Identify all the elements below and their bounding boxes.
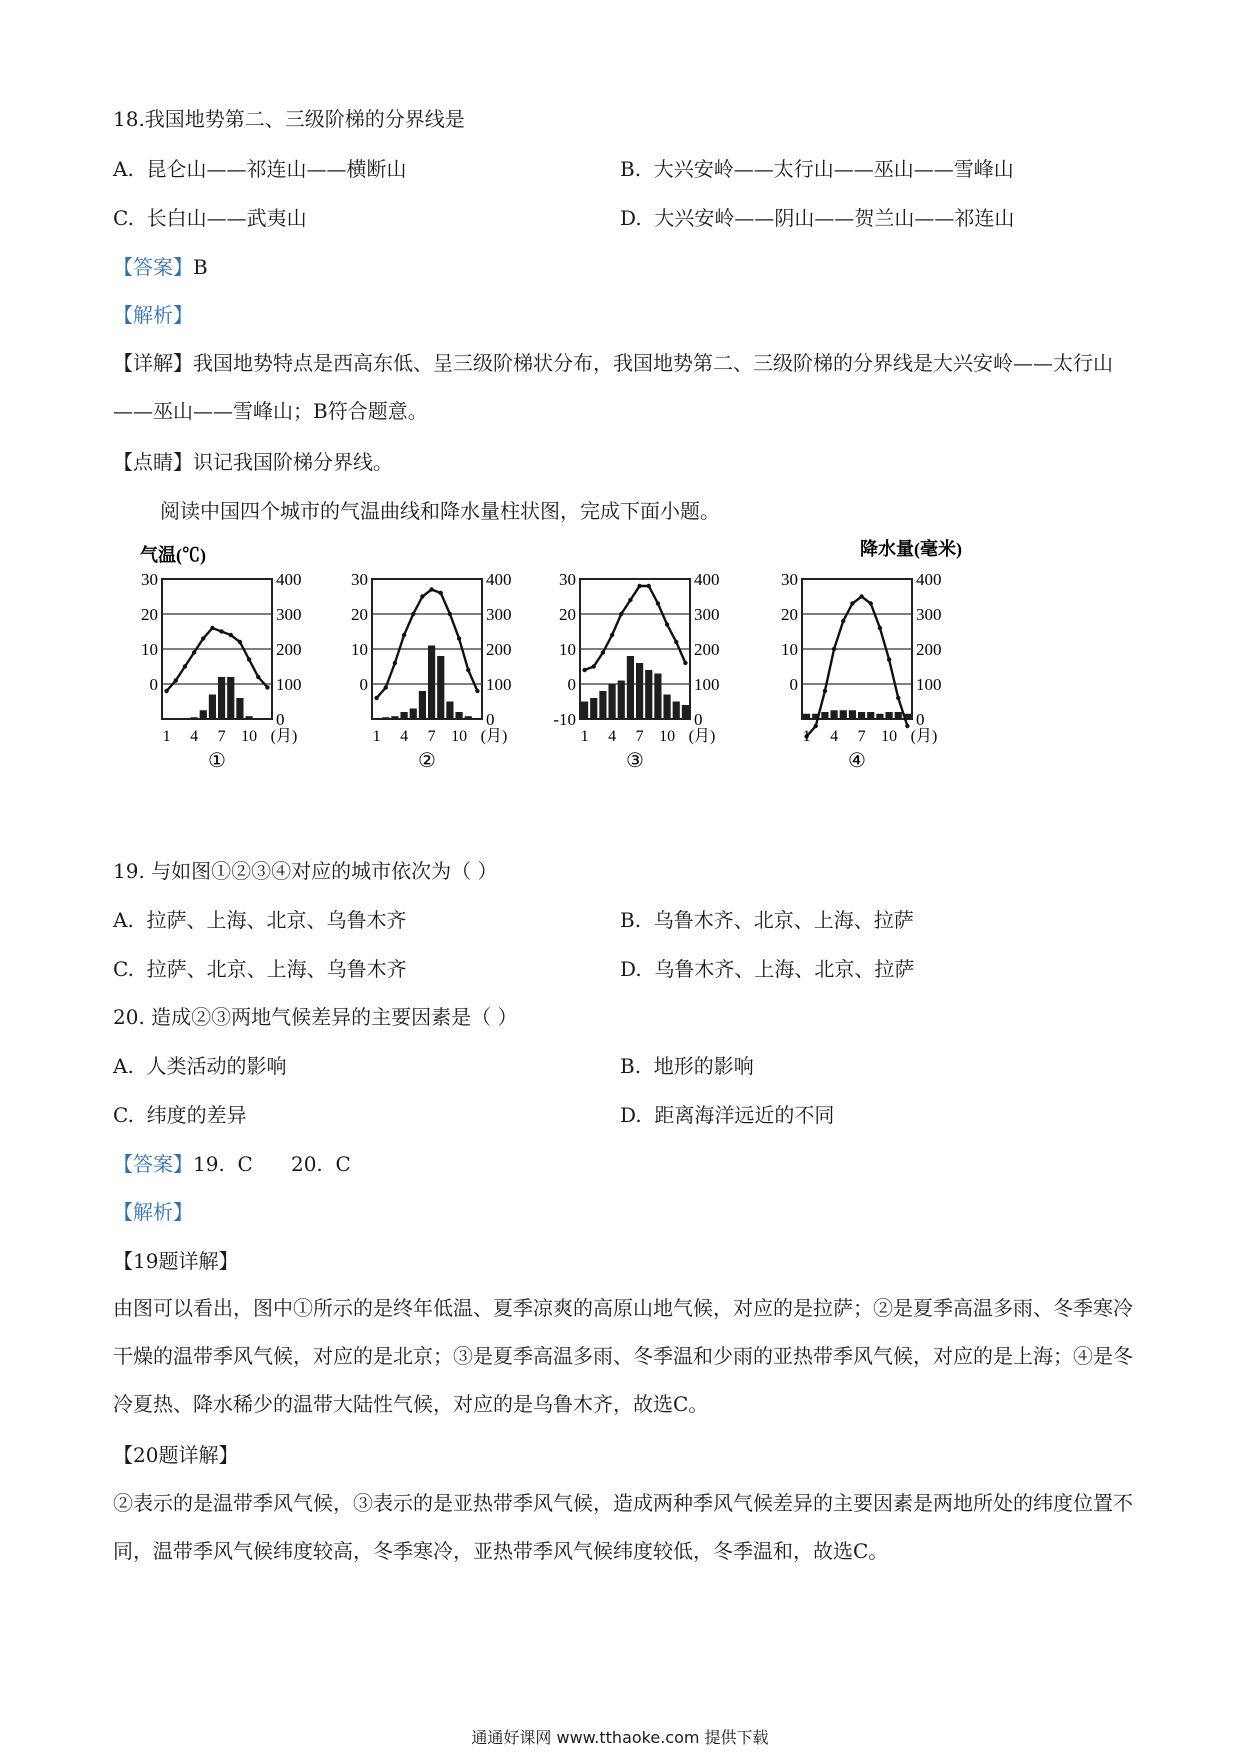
option-letter: A. xyxy=(113,1054,134,1078)
chart-1-temp-point xyxy=(265,685,269,689)
option-letter: D. xyxy=(620,1103,642,1127)
chart-2-temp-point xyxy=(429,587,433,591)
chart-4-precip-tick: 100 xyxy=(916,675,942,694)
chart-4-precip-tick: 300 xyxy=(916,605,942,624)
chart-3-precip-tick: 400 xyxy=(694,570,720,589)
chart-4-temp-point xyxy=(850,601,854,605)
chart-1-temp-tick: 20 xyxy=(141,605,158,624)
chart-2-temp-point xyxy=(439,591,443,595)
q20-detail-text: ②表示的是温带季风气候，③表示的是亚热带季风气候，造成两种季风气候差异的主要因素是两地所处的纬度位置不同，温带季风气候纬度较高，冬季寒冷，亚热带季风气候纬度较低，冬季温和，故选C。 xyxy=(113,1491,1133,1563)
chart-1-temp-point xyxy=(256,675,260,679)
q18-option-b xyxy=(620,156,1014,182)
chart-4-month-tick: 10 xyxy=(881,728,898,745)
chart-1-temp-tick: 0 xyxy=(149,675,158,694)
q19-option-a xyxy=(113,907,407,933)
chart-3-temp-point xyxy=(592,664,596,668)
chart-4-temp-point xyxy=(823,689,827,693)
option-text: 昆仑山——祁连山——横断山 xyxy=(146,157,407,181)
q19-20-answer xyxy=(113,1151,351,1177)
option-letter: C. xyxy=(113,1103,134,1127)
chart-4-temp-point xyxy=(832,647,836,651)
detail-tag: 【详解】 xyxy=(113,351,193,375)
chart-1-temp-point xyxy=(247,657,251,661)
chart-4-temp-point xyxy=(859,594,863,598)
chart-2-temp-point xyxy=(402,633,406,637)
chart-3-temp-tick: 10 xyxy=(559,640,576,659)
chart-2-precip-bar xyxy=(446,702,453,720)
option-letter: A. xyxy=(113,908,134,932)
chart-1-temp-point xyxy=(164,689,168,693)
chart-3-precip-bar xyxy=(636,663,643,719)
chart-2-precip-tick: 100 xyxy=(486,675,512,694)
chart-2-temp-line xyxy=(377,590,478,699)
q18-option-a xyxy=(113,156,407,182)
chart-2-precip-bar xyxy=(437,656,444,719)
chart-1-precip-tick: 400 xyxy=(276,570,302,589)
chart-2-precip-bar xyxy=(474,718,481,719)
chart-2-precip-bar xyxy=(400,712,407,719)
chart-1-precip-tick: 0 xyxy=(276,710,285,729)
chart-3-month-tick: 10 xyxy=(659,728,676,745)
chart-2-month-unit: (月) xyxy=(480,728,508,745)
chart-1-temp-tick: 30 xyxy=(141,570,158,589)
chart-4-temp-tick: 30 xyxy=(781,570,798,589)
chart-3-temp-tick: 30 xyxy=(559,570,576,589)
option-letter: D. xyxy=(620,206,642,230)
chart-1-temp-point xyxy=(219,629,223,633)
chart-2-precip-bar xyxy=(373,718,380,719)
q20-stem: 20. 造成②③两地气候差异的主要因素是（ ） xyxy=(113,1005,518,1029)
chart-1-temp-point xyxy=(174,678,178,682)
option-text: 拉萨、北京、上海、乌鲁木齐 xyxy=(146,957,407,981)
option-text: 长白山——武夷山 xyxy=(146,206,307,230)
chart-2-panel-label: ② xyxy=(418,750,436,772)
chart-4-precip-tick: 200 xyxy=(916,640,942,659)
chart-2-precip-bar xyxy=(410,709,417,720)
chart-1-precip-bar xyxy=(245,716,252,719)
option-text: 乌鲁木齐、北京、上海、拉萨 xyxy=(653,908,914,932)
chart-3-precip-bar xyxy=(645,670,652,719)
option-text: 大兴安岭——太行山——巫山——雪峰山 xyxy=(653,157,1014,181)
chart-3-temp-point xyxy=(628,598,632,602)
chart-3-precip-bar xyxy=(618,681,625,720)
chart-4-month-tick: 1 xyxy=(802,728,811,745)
chart-4-month-tick: 7 xyxy=(857,728,866,745)
chart-4-temp-tick: 20 xyxy=(781,605,798,624)
option-letter: C. xyxy=(113,957,134,981)
q20-option-a xyxy=(113,1053,287,1079)
chart-3-temp-point xyxy=(683,661,687,665)
chart-2-precip-bar xyxy=(382,717,389,719)
chart-1-temp-tick: 10 xyxy=(141,640,158,659)
chart-3-temp-tick: -10 xyxy=(553,710,576,729)
hint-tag: 【点睛】 xyxy=(113,450,193,474)
chart-3-precip-bar xyxy=(590,698,597,719)
chart-2-precip-tick: 200 xyxy=(486,640,512,659)
chart-3-precip-tick: 200 xyxy=(694,640,720,659)
answer-value: B xyxy=(193,255,208,279)
chart-4-precip-bar xyxy=(821,712,828,719)
chart-2-precip-tick: 0 xyxy=(486,710,495,729)
q18-stem: 18.我国地势第二、三级阶梯的分界线是 xyxy=(113,107,465,131)
answer-tag: 【答案】 xyxy=(113,1152,193,1176)
answer-value: 19. C 20. C xyxy=(193,1152,351,1176)
q20-option-d xyxy=(620,1102,834,1128)
chart-1-temp-line xyxy=(167,628,268,691)
chart-2-temp-tick: 20 xyxy=(351,605,368,624)
chart-4-month-tick: 4 xyxy=(830,728,839,745)
chart-4-precip-bar xyxy=(867,712,874,719)
chart-4-precip-bar xyxy=(849,710,856,719)
chart-1-month-tick: 10 xyxy=(241,728,258,745)
q19-detail-tag: 【19题详解】 xyxy=(113,1249,239,1273)
chart-3-precip-tick: 0 xyxy=(694,710,703,729)
option-text: 大兴安岭——阴山——贺兰山——祁连山 xyxy=(654,206,1015,230)
chart-3-temp-point xyxy=(601,650,605,654)
chart-4-temp-point xyxy=(887,657,891,661)
chart-3-temp-tick: 0 xyxy=(567,675,576,694)
chart-1-precip-tick: 200 xyxy=(276,640,302,659)
chart-3-temp-point xyxy=(610,633,614,637)
chart-4-month-unit: (月) xyxy=(910,728,938,745)
chart-1-temp-point xyxy=(183,664,187,668)
chart-3-precip-bar xyxy=(599,691,606,719)
chart-1-precip-bar xyxy=(227,677,234,719)
chart-1-temp-point xyxy=(238,640,242,644)
chart-3-panel-label: ③ xyxy=(626,750,644,772)
q18-hint xyxy=(113,449,393,475)
q18-detail xyxy=(113,339,1133,435)
q19-option-b xyxy=(620,907,914,933)
chart-intro: 阅读中国四个城市的气温曲线和降水量柱状图，完成下面小题。 xyxy=(160,499,720,523)
chart-3-temp-point xyxy=(674,640,678,644)
chart-1-panel-label: ① xyxy=(208,750,226,772)
q18-analysis-tag xyxy=(113,302,193,328)
chart-4-temp-point xyxy=(841,619,845,623)
chart-4-panel-label: ④ xyxy=(848,750,866,772)
chart-1-temp-point xyxy=(229,633,233,637)
chart-2-temp-point xyxy=(384,685,388,689)
chart-2-temp-point xyxy=(448,612,452,616)
q19-option-d xyxy=(620,956,914,982)
chart-2-month-tick: 10 xyxy=(451,728,468,745)
q18-answer xyxy=(113,254,208,280)
chart-1-precip-bar xyxy=(200,710,207,719)
chart-2-temp-point xyxy=(475,689,479,693)
chart-3-precip-bar xyxy=(682,705,689,719)
chart-1-precip-tick: 300 xyxy=(276,605,302,624)
chart-3-month-unit: (月) xyxy=(688,728,716,745)
chart-2-temp-point xyxy=(420,594,424,598)
chart-2-temp-point xyxy=(466,668,470,672)
option-letter: A. xyxy=(113,157,134,181)
chart-4-temp-point xyxy=(814,724,818,728)
chart-4-precip-tick: 0 xyxy=(916,710,925,729)
chart-1-temp-point xyxy=(192,650,196,654)
chart-4-precip-bar xyxy=(858,712,865,719)
q19-stem: 19. 与如图①②③④对应的城市依次为（ ） xyxy=(113,859,498,883)
option-letter: B. xyxy=(620,1054,642,1078)
detail-text: 我国地势特点是西高东低、呈三级阶梯状分布，我国地势第二、三级阶梯的分界线是大兴安岭——太行山——巫山——雪峰山；B符合题意。 xyxy=(113,351,1113,423)
chart-1-precip-bar xyxy=(209,695,216,720)
chart-3-temp-line xyxy=(585,586,686,670)
chart-3-temp-point xyxy=(582,668,586,672)
option-letter: B. xyxy=(620,157,642,181)
chart-1-precip-bar xyxy=(218,677,225,719)
option-letter: B. xyxy=(620,908,642,932)
chart-3-precip-tick: 300 xyxy=(694,605,720,624)
q19-20-analysis-tag xyxy=(113,1199,193,1225)
chart-4-temp-point xyxy=(869,601,873,605)
hint-text: 识记我国阶梯分界线。 xyxy=(193,450,393,474)
chart-3-temp-tick: 20 xyxy=(559,605,576,624)
temp-axis-label: 气温(℃) xyxy=(140,545,206,565)
chart-3-precip-bar xyxy=(673,702,680,720)
chart-3-precip-bar xyxy=(608,684,615,719)
chart-1-temp-point xyxy=(201,636,205,640)
option-text: 距离海洋远近的不同 xyxy=(654,1103,835,1127)
chart-4-precip-bar xyxy=(885,712,892,719)
chart-4-precip-bar xyxy=(876,714,883,719)
chart-3-precip-bar xyxy=(663,695,670,720)
chart-3-temp-point xyxy=(637,584,641,588)
chart-2-temp-tick: 30 xyxy=(351,570,368,589)
chart-4-temp-point xyxy=(878,626,882,630)
option-text: 地形的影响 xyxy=(653,1054,754,1078)
chart-2-month-tick: 7 xyxy=(427,728,436,745)
chart-1-precip-bar xyxy=(190,717,197,719)
chart-2-temp-point xyxy=(393,661,397,665)
q19-option-c xyxy=(113,956,407,982)
chart-3-month-tick: 7 xyxy=(635,728,644,745)
chart-3-temp-point xyxy=(647,584,651,588)
chart-2-month-tick: 1 xyxy=(372,728,381,745)
chart-2-precip-tick: 400 xyxy=(486,570,512,589)
page-footer: 通通好课网 www.tthaoke.com 提供下载 xyxy=(471,1728,769,1747)
q18-option-d xyxy=(620,205,1014,231)
option-text: 拉萨、上海、北京、乌鲁木齐 xyxy=(146,908,407,932)
chart-2-temp-point xyxy=(411,612,415,616)
chart-2-precip-bar xyxy=(391,716,398,719)
chart-4-temp-tick: 10 xyxy=(781,640,798,659)
chart-3-month-tick: 1 xyxy=(580,728,589,745)
answer-tag: 【答案】 xyxy=(113,255,193,279)
climate-charts xyxy=(120,535,1000,780)
q20-option-b xyxy=(620,1053,754,1079)
chart-3-temp-point xyxy=(665,622,669,626)
chart-1-precip-bar xyxy=(181,718,188,719)
chart-2-precip-tick: 300 xyxy=(486,605,512,624)
analysis-tag: 【解析】 xyxy=(113,303,193,327)
chart-2-precip-bar xyxy=(455,712,462,719)
chart-4-precip-bar xyxy=(895,712,902,719)
chart-1-precip-tick: 100 xyxy=(276,675,302,694)
chart-2-precip-bar xyxy=(428,646,435,720)
chart-2-temp-tick: 0 xyxy=(359,675,368,694)
q20-detail-tag: 【20题详解】 xyxy=(113,1443,239,1467)
analysis-tag: 【解析】 xyxy=(113,1200,193,1224)
chart-3-precip-tick: 100 xyxy=(694,675,720,694)
chart-2-temp-point xyxy=(374,696,378,700)
chart-3-precip-bar xyxy=(627,656,634,719)
chart-1-month-unit: (月) xyxy=(270,728,298,745)
option-letter: D. xyxy=(620,957,642,981)
chart-2-precip-bar xyxy=(419,691,426,719)
chart-2-temp-tick: 10 xyxy=(351,640,368,659)
chart-4-precip-bar xyxy=(830,710,837,719)
chart-3-temp-point xyxy=(619,612,623,616)
chart-3-precip-bar xyxy=(581,702,588,720)
chart-1-month-tick: 7 xyxy=(217,728,226,745)
q20-option-c xyxy=(113,1102,247,1128)
chart-1-month-tick: 1 xyxy=(162,728,171,745)
chart-2-month-tick: 4 xyxy=(400,728,409,745)
chart-4-temp-point xyxy=(896,696,900,700)
chart-1-month-tick: 4 xyxy=(190,728,199,745)
chart-1-precip-bar xyxy=(236,698,243,719)
chart-3-month-tick: 4 xyxy=(608,728,617,745)
option-text: 乌鲁木齐、上海、北京、拉萨 xyxy=(654,957,915,981)
chart-4-precip-bar xyxy=(840,710,847,719)
chart-4-precip-bar xyxy=(803,714,810,719)
chart-4-temp-point xyxy=(905,724,909,728)
chart-2-precip-bar xyxy=(465,716,472,719)
precip-axis-label: 降水量(毫米) xyxy=(860,539,962,559)
chart-4-precip-tick: 400 xyxy=(916,570,942,589)
chart-1-temp-point xyxy=(210,626,214,630)
q18-option-c xyxy=(113,205,307,231)
chart-2-temp-point xyxy=(457,636,461,640)
option-text: 纬度的差异 xyxy=(146,1103,247,1127)
chart-4-temp-tick: 0 xyxy=(789,675,798,694)
q19-detail-text: 由图可以看出，图中①所示的是终年低温、夏季凉爽的高原山地气候，对应的是拉萨；②是夏季高温多雨、冬季寒冷干燥的温带季风气候，对应的是北京；③是夏季高温多雨、冬季温和少雨的亚热带季风气候，对应的是上海；④是冬冷夏热、降水稀少的温带大陆性气候，对应的是乌鲁木齐，故选C。 xyxy=(113,1296,1133,1416)
option-text: 人类活动的影响 xyxy=(146,1054,287,1078)
chart-3-precip-bar xyxy=(654,674,661,720)
option-letter: C. xyxy=(113,206,134,230)
chart-3-temp-point xyxy=(656,601,660,605)
